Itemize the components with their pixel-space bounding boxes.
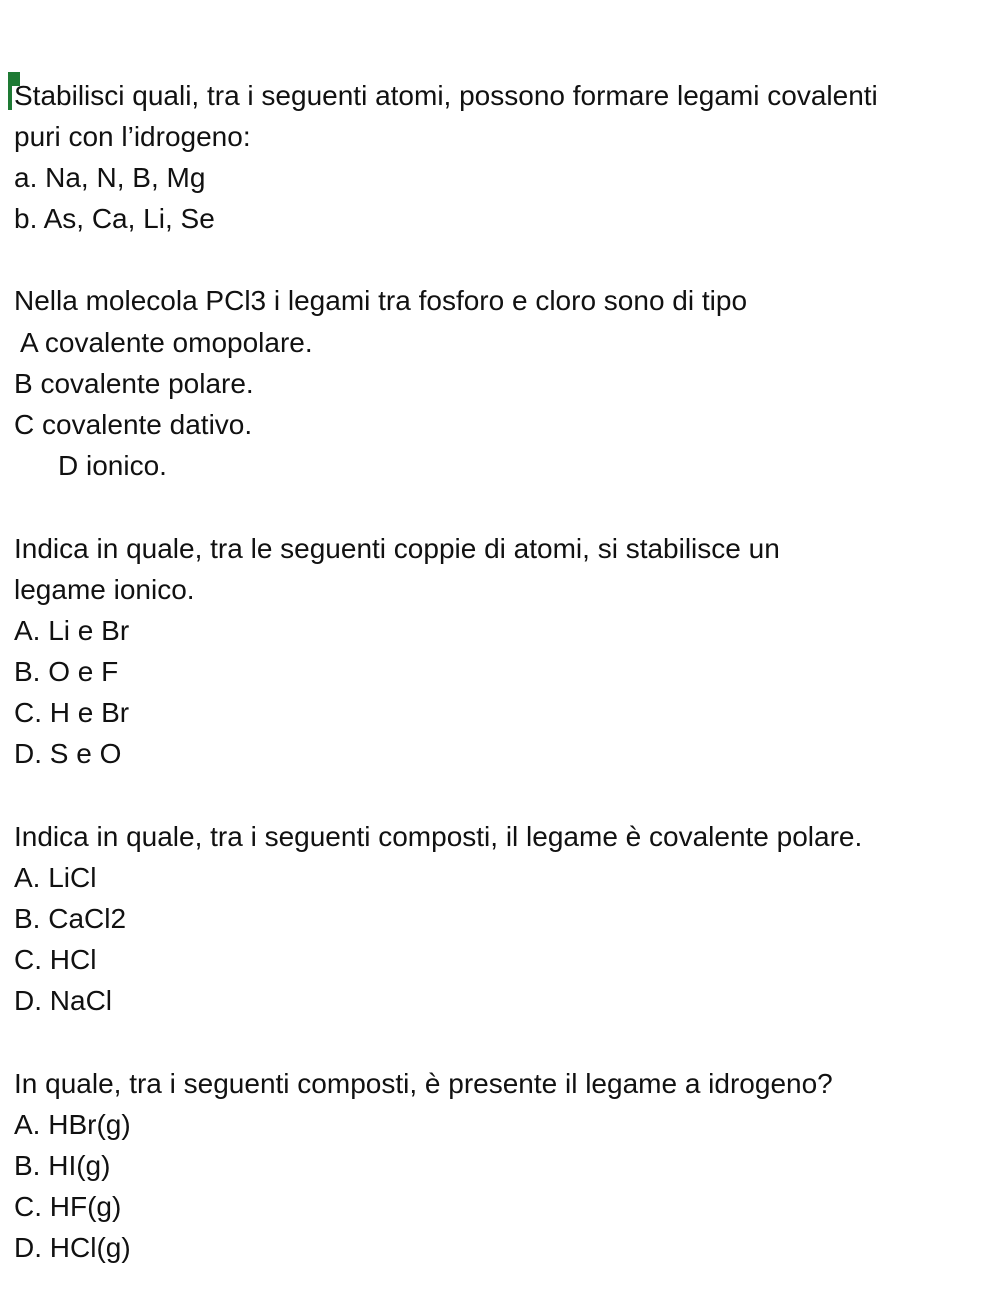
question-3-option-c: C. H e Br — [14, 697, 130, 728]
question-5-option-b: B. HI(g) — [14, 1150, 111, 1181]
question-2-option-b: B covalente polare. — [14, 368, 254, 399]
question-2-prompt-line-1: Nella molecola PCl3 i legami tra fosforo e cloro sono di tipo — [14, 285, 748, 316]
question-2-option-c: C covalente dativo. — [14, 409, 253, 440]
question-3-prompt-line-1: Indica in quale, tra le seguenti coppie di atomi, si stabilisce un — [14, 533, 780, 564]
question-4-option-d: D. NaCl — [14, 985, 113, 1016]
question-4-prompt-line-1: Indica in quale, tra i seguenti composti, il legame è covalente polare. — [14, 821, 863, 852]
question-4-option-a: A. LiCl — [14, 862, 97, 893]
question-5-option-d: D. HCl(g) — [14, 1232, 131, 1263]
question-4-option-b: B. CaCl2 — [14, 903, 127, 934]
question-5-option-a: A. HBr(g) — [14, 1109, 131, 1140]
question-1-prompt-line-2: puri con l’idrogeno: — [14, 121, 251, 152]
question-1-option-b: b. As, Ca, Li, Se — [14, 203, 215, 234]
question-4-option-c: C. HCl — [14, 944, 97, 975]
question-3-option-b: B. O e F — [14, 656, 119, 687]
question-2-option-a: A covalente omopolare. — [20, 327, 313, 358]
question-3-option-a: A. Li e Br — [14, 615, 130, 646]
question-3-prompt-line-2: legame ionico. — [14, 574, 195, 605]
question-2-option-d: D ionico. — [58, 450, 167, 481]
question-3-option-d: D. S e O — [14, 738, 122, 769]
question-1-option-a: a. Na, N, B, Mg — [14, 162, 206, 193]
question-5-option-c: C. HF(g) — [14, 1191, 122, 1222]
question-1-prompt-line-1: Stabilisci quali, tra i seguenti atomi, possono formare legami covalenti — [14, 80, 878, 111]
question-5-prompt-line-1: In quale, tra i seguenti composti, è presente il legame a idrogeno? — [14, 1068, 833, 1099]
